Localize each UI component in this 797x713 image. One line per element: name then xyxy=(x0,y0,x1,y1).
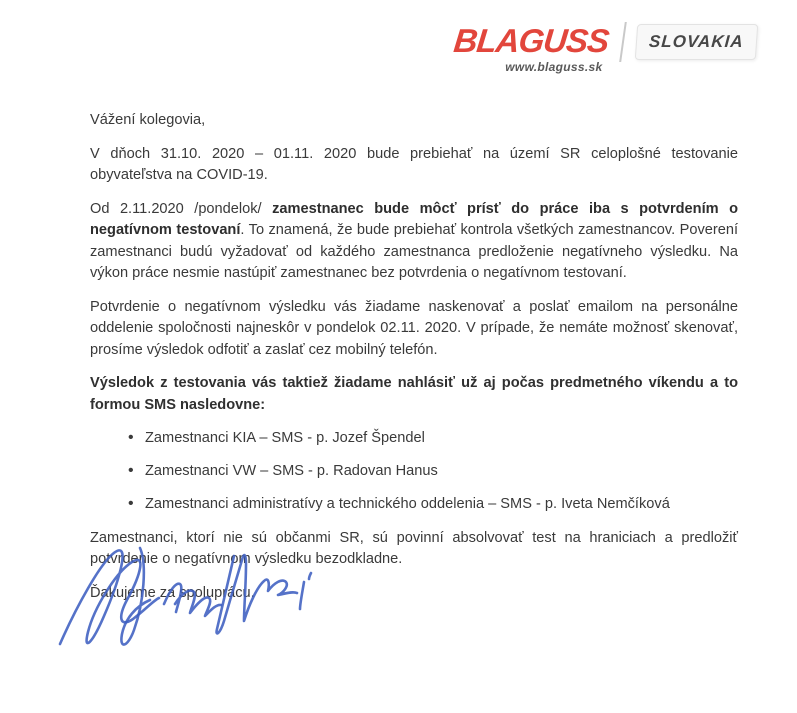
logo-divider xyxy=(620,22,628,62)
work-rule-prefix: Od 2.11.2020 /pondelok/ xyxy=(90,200,273,217)
paragraph-testing-announcement: V dňoch 31.10. 2020 – 01.11. 2020 bude prebiehať na území SR celoplošné testovanie obyvateľstva na COVID-19. xyxy=(90,145,738,183)
sms-contact-item-admin: • Zamestnanci administratívy a technického oddelenia – SMS - p. Iveta Nemčíková xyxy=(128,494,738,516)
brand-website: www.blaguss.sk xyxy=(505,60,603,74)
sms-contact-item-vw: • Zamestnanci VW – SMS - p. Radovan Hanus xyxy=(128,461,738,483)
work-rule-suffix: . To znamená, že bude prebiehať kontrola všetkých zamestnancov. Poverení zamestnanci budú vyžadovať od každého zamestnanca predloženie negatívneho výsledku. Na výkon práce nesmie nastúpiť zamestnanec bez potvrdenia o negatívnom testovaní. xyxy=(90,222,739,281)
brand-block xyxy=(452,22,611,74)
paragraph-sms-intro: Výsledok z testovania vás taktiež žiadame nahlásiť už aj počas predmetného víkendu a to formou SMS nasledovne: xyxy=(90,375,738,413)
sms-contact-list xyxy=(90,428,738,516)
salutation: Vážení kolegovia, xyxy=(90,112,206,128)
paragraph-send-result: Potvrdenie o negatívnom výsledku vás žiadame naskenovať a poslať emailom na personálne oddelenie spoločnosti najneskôr v pondelok 02.11. 2020. V prípade, že nemáte možnosť skenovať, prosíme výsledok odfotiť a zaslať cez mobilný telefón. xyxy=(90,298,738,358)
brand-logo-text: BLAGUSS xyxy=(452,22,611,59)
paragraph-foreigners: Zamestnanci, ktorí nie sú občanmi SR, sú povinní absolvovať test na hraniciach a predložiť potvrdenie o negatívnom výsledku bezodkladne. xyxy=(90,529,738,567)
paragraph-work-rule xyxy=(90,199,738,285)
sms-contact-item-kia: • Zamestnanci KIA – SMS - p. Jozef Špendel xyxy=(128,428,738,450)
brand-region-badge: SLOVAKIA xyxy=(635,24,758,60)
closing-line: Ďakujeme za spoluprácu. xyxy=(90,584,255,601)
company-logo xyxy=(454,22,757,76)
work-rule-bold: zamestnanec bude môcť prísť do práce iba s potvrdením o negatívnom testovaní xyxy=(90,200,738,238)
letter-body xyxy=(90,110,738,616)
